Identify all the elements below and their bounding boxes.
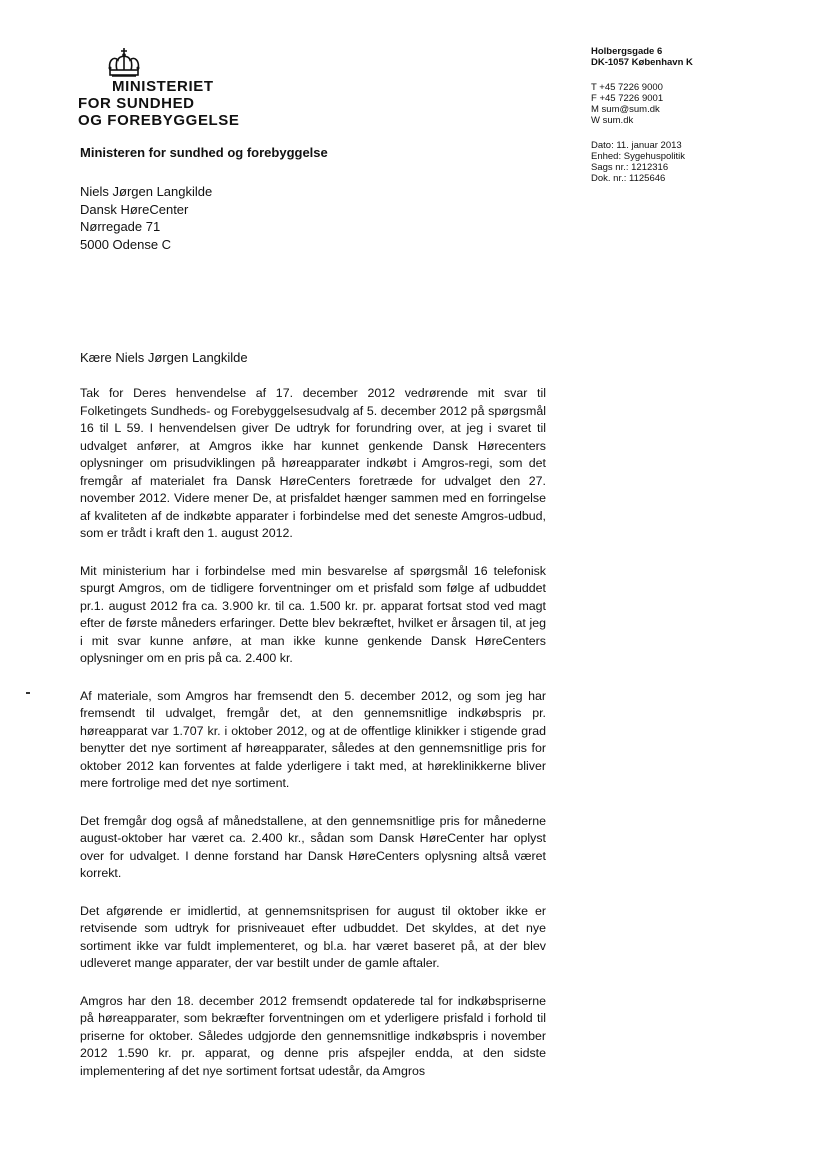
recipient-name: Niels Jørgen Langkilde (80, 184, 213, 199)
logo-line-2: FOR SUNDHED (78, 95, 195, 112)
ministry-logo (78, 46, 278, 136)
recipient-city: 5000 Odense C (80, 236, 172, 252)
address-city: DK-1057 København K (591, 57, 693, 68)
contact-column (591, 46, 693, 198)
recipient-company: Dansk HøreCenter (80, 201, 189, 217)
paragraph-5: Det afgørende er imidlertid, at gennemsnitsprisen for august til oktober ikke er retvisende som udtryk for prisniveauet efter udbuddet. Det skyldes, at det nye sortiment ikke var fuldt implementeret, og bl.a. har været baseret på, at der blev udleveret mange apparater, der var bestilt under de gamle aftaler. (80, 903, 546, 970)
paragraph-6: Amgros har den 18. december 2012 fremsendt opdaterede tal for indkøbspriserne på høreapparater, som bekræfter forventningen om et yderligere prisfald i forhold til priserne for oktober. Således udgjorde den gennemsnitlige indkøbspris i november 2012 1.590 kr. pr. apparat, og denne pris afspejler endda, at den sidste implementering af det nye sortiment fortsat udestår, da Amgros (80, 993, 546, 1078)
paragraph-1: Tak for Deres henvendelse af 17. december 2012 vedrørende mit svar til Folketingets Sundheds- og Forebyggelsesudvalg af 5. december 2012 på spørgsmål 16 til L 59. I henvendelsen giver De udtryk for forundring over, at jeg i svaret til udvalget anfører, at Amgros ikke har kunnet genkende Dansk Hørecenters oplysninger om prisudviklingen på høreapparater indkøbt i Amgros-regi, som det fremgår af materialet fra Dansk HøreCenters foretræde for udvalget den 27. november 2012. Videre mener De, at prisfaldet hænger sammen med en forringelse af kvaliteten af de indkøbte apparater i forbindelse med det seneste Amgros-udbud, som er trådt i kraft den 1. august 2012. (80, 386, 546, 540)
contact-phone: T +45 7226 9000 (591, 82, 663, 93)
paragraph-2: Mit ministerium har i forbindelse med min besvarelse af spørgsmål 16 telefonisk spurgt Amgros, om de tidligere forventninger om et prisfald som følge af udbuddet pr.1. august 2012 fra ca. 3.900 kr. til ca. 1.500 kr. pr. apparat fortsat stod ved magt efter de første måneders erfaringer. Dette blev bekræftet, hvilket er årsagen til, at jeg i mit svar kunne anføre, at man ikke kunne genkende Dansk HøreCenters oplysninger om en pris på ca. 2.400 kr. (80, 563, 546, 665)
meta-date: Dato: 11. januar 2013 (591, 140, 682, 151)
paragraph-3: Af materiale, som Amgros har fremsendt den 5. december 2012, og som jeg har fremsendt til udvalget, fremgår det, at den gennemsnitlige indkøbspris pr. høreapparat var 1.707 kr. i oktober 2012, og at de offentlige klinikker i stigende grad benytter det nye sortiment af høreapparater, således at den gennemsnitlige pris for oktober 2012 kan forventes at falde yderligere i takt med, at høreklinikkerne bliver mere fortrolige med det nye sortiment. (80, 688, 546, 790)
meta-document-number: Dok. nr.: 1125646 (591, 173, 666, 184)
document-meta (591, 140, 693, 184)
recipient-address (80, 183, 212, 253)
address-street: Holbergsgade 6 (591, 46, 663, 57)
meta-case-number: Sags nr.: 1212316 (591, 162, 669, 173)
logo-line-1: MINISTERIET (112, 78, 214, 95)
recipient-street: Nørregade 71 (80, 219, 161, 234)
meta-unit: Enhed: Sygehuspolitik (591, 151, 686, 162)
paragraph-4: Det fremgår dog også af månedstallene, at den gennemsnitlige pris for månederne august-oktober har været ca. 2.400 kr., sådan som Dansk HøreCenter har oplyst over for udvalget. I denne forstand har Dansk HøreCenters oplysning altså været korrekt. (80, 813, 546, 880)
sender-line: Ministeren for sundhed og forebyggelse (80, 145, 328, 160)
letter-body (80, 385, 546, 1100)
margin-mark (26, 692, 30, 694)
contact-web: W sum.dk (591, 115, 634, 126)
salutation: Kære Niels Jørgen Langkilde (80, 350, 248, 365)
logo-line-3: OG FOREBYGGELSE (78, 112, 240, 129)
contact-email: M sum@sum.dk (591, 104, 660, 115)
crown-icon (104, 46, 144, 80)
contact-info (591, 82, 693, 126)
contact-fax: F +45 7226 9001 (591, 93, 664, 104)
ministry-address (591, 46, 693, 68)
